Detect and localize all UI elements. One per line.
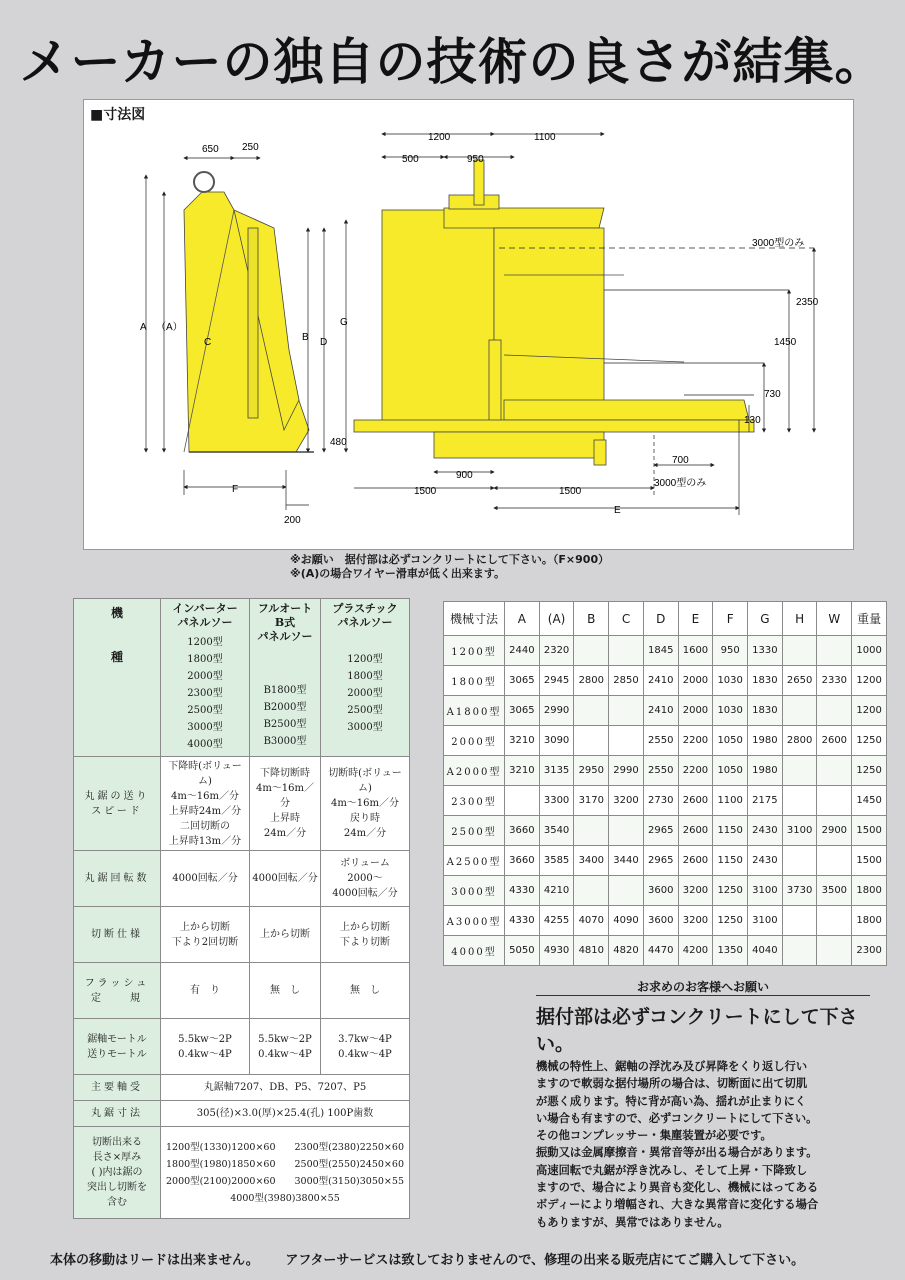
spec-col-fullauto: フルオート B式 パネルソー B1800型 B2000型 B2500型 B3000型 (249, 599, 320, 757)
dims-value-cell: 2950 (574, 756, 609, 786)
dims-value-cell (609, 726, 644, 756)
dims-value-cell: 3660 (505, 816, 540, 846)
dimension-table (443, 601, 887, 966)
dims-value-cell: 4255 (539, 906, 574, 936)
dims-value-cell: 3090 (539, 726, 574, 756)
dims-header-cell: C (609, 602, 644, 636)
spec-row-feed-speed: 丸鋸の送り スピード 下降時(ボリューム) 4m〜16m／分 上昇時24m／分 二回切断の 上昇時13m／分 下降切断時 4m〜16m／分 上昇時 24m／分 切断時(ボリューム) 4m〜16m／分 戻り時 24m／分 (74, 757, 410, 851)
dims-value-cell: 3135 (539, 756, 574, 786)
dims-value-cell: 3200 (678, 906, 713, 936)
dim-500: 500 (402, 154, 419, 165)
customer-request (536, 979, 870, 1231)
dim-G: G (340, 317, 348, 328)
dim-D: D (320, 337, 328, 348)
dims-value-cell (817, 936, 852, 966)
dims-value-cell: 3440 (609, 846, 644, 876)
dims-value-cell: 3660 (505, 846, 540, 876)
request-line: ボディーにより増幅され、大きな異常音に変化する場合 (536, 1198, 819, 1212)
dim-250: 250 (242, 142, 259, 153)
dims-value-cell: 3170 (574, 786, 609, 816)
dims-value-cell (574, 726, 609, 756)
spec-header-row (74, 599, 410, 757)
dim-1200: 1200 (428, 132, 451, 143)
dims-value-cell: 2410 (643, 696, 678, 726)
request-line: もありますが、異常ではありません。 (536, 1215, 729, 1229)
spec-row-bearing: 主要軸受 丸鋸軸7207、DB、P5、7207、P5 (74, 1075, 410, 1101)
dim-F: F (232, 484, 239, 495)
dims-row (444, 636, 887, 666)
dim-3000-only-top: 3000型のみ (752, 238, 805, 249)
dim-B: B (302, 332, 309, 343)
dims-value-cell: 3500 (817, 876, 852, 906)
dims-value-cell: 1980 (748, 756, 783, 786)
dim-950: 950 (467, 154, 484, 165)
dims-value-cell: 2320 (539, 636, 574, 666)
dims-model-cell: 1200型 (444, 636, 505, 666)
dims-value-cell: 1250 (852, 756, 887, 786)
dims-value-cell: 2900 (817, 816, 852, 846)
request-title: 据付部は必ずコンクリートにして下さい。 (536, 1006, 858, 1055)
dims-header-cell: E (678, 602, 713, 636)
dims-value-cell: 2965 (643, 816, 678, 846)
dims-value-cell: 4210 (539, 876, 574, 906)
dims-value-cell (782, 786, 817, 816)
footer-notes (50, 1249, 826, 1268)
dim-1500-left: 1500 (414, 486, 437, 497)
dims-value-cell: 2000 (678, 696, 713, 726)
dims-value-cell: 3200 (678, 876, 713, 906)
diagram-title: ■寸法図 (90, 107, 146, 123)
spec-col-inverter: インバーター パネルソー 1200型 1800型 2000型 2300型 2500型 3000型 4000型 (161, 599, 250, 757)
dims-value-cell: 4330 (505, 876, 540, 906)
dim-A: A (140, 322, 147, 333)
request-line: その他コンプレッサー・集塵装置が必要です。 (536, 1129, 772, 1143)
dims-header-cell: A (505, 602, 540, 636)
dims-value-cell (817, 786, 852, 816)
dims-value-cell: 3730 (782, 876, 817, 906)
dims-value-cell: 2800 (782, 726, 817, 756)
dims-header-cell: G (748, 602, 783, 636)
dims-header-cell: D (643, 602, 678, 636)
spec-row-cut-capacity: 切断出来る 長さ×厚み ( )内は鋸の 突出し切断を 含む 1200型(1330)1200×60 2300型(2380)2250×60 1800型(1980)1850×60 2500型(2550)2450×60 2000型(2100)2000×60 3000型(3150)3050×55 4000型(3980)3800×55 (74, 1127, 410, 1219)
dims-row (444, 876, 887, 906)
dims-value-cell (609, 876, 644, 906)
dims-value-cell: 3400 (574, 846, 609, 876)
dims-value-cell: 1845 (643, 636, 678, 666)
dims-value-cell: 5050 (505, 936, 540, 966)
dims-value-cell: 2300 (852, 936, 887, 966)
footer-note-move: 本体の移動はリードは出来ません。 (50, 1253, 259, 1268)
request-body (536, 1058, 870, 1231)
dim-C: C (204, 337, 212, 348)
diagram-drawing (84, 100, 853, 549)
dims-header-cell: B (574, 602, 609, 636)
dims-value-cell: 1050 (713, 726, 748, 756)
dims-value-cell: 3585 (539, 846, 574, 876)
dims-row (444, 696, 887, 726)
dims-value-cell: 1500 (852, 846, 887, 876)
dims-value-cell: 1150 (713, 846, 748, 876)
dims-model-cell: 3000型 (444, 876, 505, 906)
dims-model-cell: 4000型 (444, 936, 505, 966)
dims-value-cell: 4090 (609, 906, 644, 936)
dims-model-cell: 2500型 (444, 816, 505, 846)
dims-header-row (444, 602, 887, 636)
dims-header-cell: 重量 (852, 602, 887, 636)
dim-1500-right: 1500 (559, 486, 582, 497)
dims-row (444, 786, 887, 816)
dims-row (444, 906, 887, 936)
dims-value-cell: 4330 (505, 906, 540, 936)
dims-value-cell (782, 696, 817, 726)
dims-row (444, 846, 887, 876)
note-wire-pulley: ※(A)の場合ワイヤー滑車が低く出来ます。 (290, 567, 506, 580)
dim-130: 130 (744, 415, 761, 426)
dims-value-cell: 2330 (817, 666, 852, 696)
dims-value-cell: 1100 (713, 786, 748, 816)
dims-row (444, 666, 887, 696)
dims-value-cell: 1250 (713, 876, 748, 906)
dims-value-cell: 3210 (505, 756, 540, 786)
dims-value-cell: 4200 (678, 936, 713, 966)
dims-value-cell: 3065 (505, 696, 540, 726)
dims-value-cell: 1830 (748, 666, 783, 696)
spec-row-rpm: 丸鋸回転数 4000回転／分 4000回転／分 ボリューム 2000〜 4000回転／分 (74, 851, 410, 907)
dims-value-cell: 4930 (539, 936, 574, 966)
spec-row-flush-guide: フラッシュ 定 規 有 り 無 し 無 し (74, 963, 410, 1019)
installation-notes (290, 553, 609, 581)
dim-480: 480 (330, 437, 347, 448)
dims-value-cell: 1000 (852, 636, 887, 666)
dimension-diagram (83, 99, 854, 550)
dim-900: 900 (456, 470, 473, 481)
dims-value-cell (782, 636, 817, 666)
dims-value-cell: 1250 (852, 726, 887, 756)
dims-value-cell: 2730 (643, 786, 678, 816)
dims-value-cell (817, 756, 852, 786)
spec-row-cutting: 切断仕様 上から切断 下より2回切断 上から切断 上から切断 下より切断 (74, 907, 410, 963)
dims-header-cell: 機械寸法 (444, 602, 505, 636)
dims-value-cell: 2000 (678, 666, 713, 696)
dims-value-cell: 2200 (678, 756, 713, 786)
request-line: 振動又は金属摩擦音・異常音等が出る場合があります。 (536, 1146, 818, 1160)
dims-header-cell: H (782, 602, 817, 636)
dims-value-cell: 1500 (852, 816, 887, 846)
dims-value-cell (574, 696, 609, 726)
dims-value-cell: 1250 (713, 906, 748, 936)
dim-1450: 1450 (774, 337, 797, 348)
dims-value-cell: 2945 (539, 666, 574, 696)
dims-row (444, 936, 887, 966)
dims-value-cell: 2990 (539, 696, 574, 726)
footer-note-service: アフターサービスは致しておりませんので、修理の出来る販売店にてご購入して下さい。 (285, 1253, 805, 1268)
dims-value-cell: 1450 (852, 786, 887, 816)
dims-value-cell: 3300 (539, 786, 574, 816)
request-line: ますので、場合により異音も変化し、機械にはってある (536, 1181, 819, 1195)
dims-value-cell: 1050 (713, 756, 748, 786)
dims-value-cell: 1830 (748, 696, 783, 726)
dims-value-cell: 2410 (643, 666, 678, 696)
dims-row (444, 816, 887, 846)
request-line: が悪く成ります。特に背が高い為、揺れが止まりにく (536, 1094, 807, 1108)
dims-value-cell: 3540 (539, 816, 574, 846)
spec-row-motor: 鋸軸モートル 送りモートル 5.5kw〜2P 0.4kw〜4P 5.5kw〜2P 0.4kw〜4P 3.7kw〜4P 0.4kw〜4P (74, 1019, 410, 1075)
dims-value-cell: 1030 (713, 696, 748, 726)
dims-value-cell: 2650 (782, 666, 817, 696)
dims-value-cell (574, 876, 609, 906)
spec-table (73, 598, 410, 1219)
dims-value-cell: 2600 (817, 726, 852, 756)
dims-value-cell: 1800 (852, 876, 887, 906)
dims-value-cell: 2175 (748, 786, 783, 816)
spec-row-blade-size: 丸鋸寸法 305(径)×3.0(厚)×25.4(孔) 100P歯数 (74, 1101, 410, 1127)
dim-700: 700 (672, 455, 689, 466)
request-line: ますので軟弱な据付場所の場合は、切断面に出て切肌 (536, 1077, 808, 1091)
dims-value-cell: 2550 (643, 726, 678, 756)
dims-value-cell: 3065 (505, 666, 540, 696)
dims-value-cell: 4820 (609, 936, 644, 966)
dims-value-cell (574, 636, 609, 666)
dims-value-cell: 3100 (748, 876, 783, 906)
dim-2350: 2350 (796, 297, 819, 308)
dims-value-cell: 2430 (748, 816, 783, 846)
dims-value-cell: 3100 (748, 906, 783, 936)
side-view-machine (184, 172, 314, 452)
dims-value-cell: 1980 (748, 726, 783, 756)
dims-value-cell: 4040 (748, 936, 783, 966)
dims-value-cell: 1330 (748, 636, 783, 666)
dims-value-cell (782, 906, 817, 936)
dims-value-cell (817, 846, 852, 876)
dims-value-cell: 3600 (643, 906, 678, 936)
dim-3000-only-bottom: 3000型のみ (654, 478, 707, 489)
dims-value-cell (609, 696, 644, 726)
dims-value-cell: 2550 (643, 756, 678, 786)
dims-value-cell: 1200 (852, 696, 887, 726)
dims-value-cell (817, 906, 852, 936)
dims-model-cell: 2000型 (444, 726, 505, 756)
dims-value-cell (782, 846, 817, 876)
spec-col-plastic: プラスチック パネルソー 1200型 1800型 2000型 2500型 3000型 (320, 599, 409, 757)
dims-value-cell (609, 636, 644, 666)
dims-value-cell: 1800 (852, 906, 887, 936)
dims-model-cell: A2000型 (444, 756, 505, 786)
dim-650: 650 (202, 144, 219, 155)
dims-value-cell (574, 816, 609, 846)
page-headline: メーカーの独自の技術の良さが結集。 (19, 32, 886, 91)
dims-model-cell: 1800型 (444, 666, 505, 696)
note-concrete: ※お願い 据付部は必ずコンクリートにして下さい。（F×900） (290, 553, 610, 566)
spec-corner: 機 種 (74, 599, 161, 757)
request-heading: お求めのお客様へお願い (536, 979, 870, 996)
dims-header-cell: (A) (539, 602, 574, 636)
dim-A-paren: （A） (156, 322, 183, 333)
dims-value-cell: 1600 (678, 636, 713, 666)
dims-value-cell: 1030 (713, 666, 748, 696)
dims-model-cell: 2300型 (444, 786, 505, 816)
dims-value-cell (817, 636, 852, 666)
dims-value-cell: 3210 (505, 726, 540, 756)
dims-model-cell: A2500型 (444, 846, 505, 876)
dims-header-cell: W (817, 602, 852, 636)
dims-value-cell: 2600 (678, 786, 713, 816)
front-view-machine (354, 160, 754, 465)
dims-value-cell (609, 816, 644, 846)
dims-value-cell: 2600 (678, 846, 713, 876)
dims-value-cell: 1200 (852, 666, 887, 696)
dims-value-cell (782, 936, 817, 966)
dims-value-cell: 2965 (643, 846, 678, 876)
request-line: い場合も有ますので、必ずコンクリートにして下さい。 (536, 1111, 818, 1125)
dims-value-cell: 4810 (574, 936, 609, 966)
dim-200: 200 (284, 515, 301, 526)
dims-value-cell: 4470 (643, 936, 678, 966)
dims-model-cell: A3000型 (444, 906, 505, 936)
dims-row (444, 726, 887, 756)
dims-value-cell: 2200 (678, 726, 713, 756)
dims-value-cell: 950 (713, 636, 748, 666)
dim-1100: 1100 (534, 132, 556, 143)
dim-E: E (614, 505, 621, 516)
dims-value-cell: 2430 (748, 846, 783, 876)
dims-value-cell: 2800 (574, 666, 609, 696)
request-line: 機械の特性上、鋸軸の浮沈み及び昇降をくり返し行い (536, 1060, 808, 1073)
dims-value-cell: 2440 (505, 636, 540, 666)
dims-value-cell (505, 786, 540, 816)
dims-value-cell: 2990 (609, 756, 644, 786)
dims-value-cell: 3200 (609, 786, 644, 816)
dims-value-cell: 4070 (574, 906, 609, 936)
dims-value-cell: 1350 (713, 936, 748, 966)
dims-value-cell: 1150 (713, 816, 748, 846)
dims-value-cell (782, 756, 817, 786)
dims-row (444, 756, 887, 786)
dims-value-cell: 3600 (643, 876, 678, 906)
dims-value-cell: 2850 (609, 666, 644, 696)
dim-730: 730 (764, 389, 781, 400)
dims-value-cell (817, 696, 852, 726)
dims-value-cell: 2600 (678, 816, 713, 846)
dims-header-cell: F (713, 602, 748, 636)
dims-model-cell: A1800型 (444, 696, 505, 726)
dims-value-cell: 3100 (782, 816, 817, 846)
request-line: 高速回転で丸鋸が浮き沈みし、そして上昇・下降致し (536, 1163, 808, 1177)
